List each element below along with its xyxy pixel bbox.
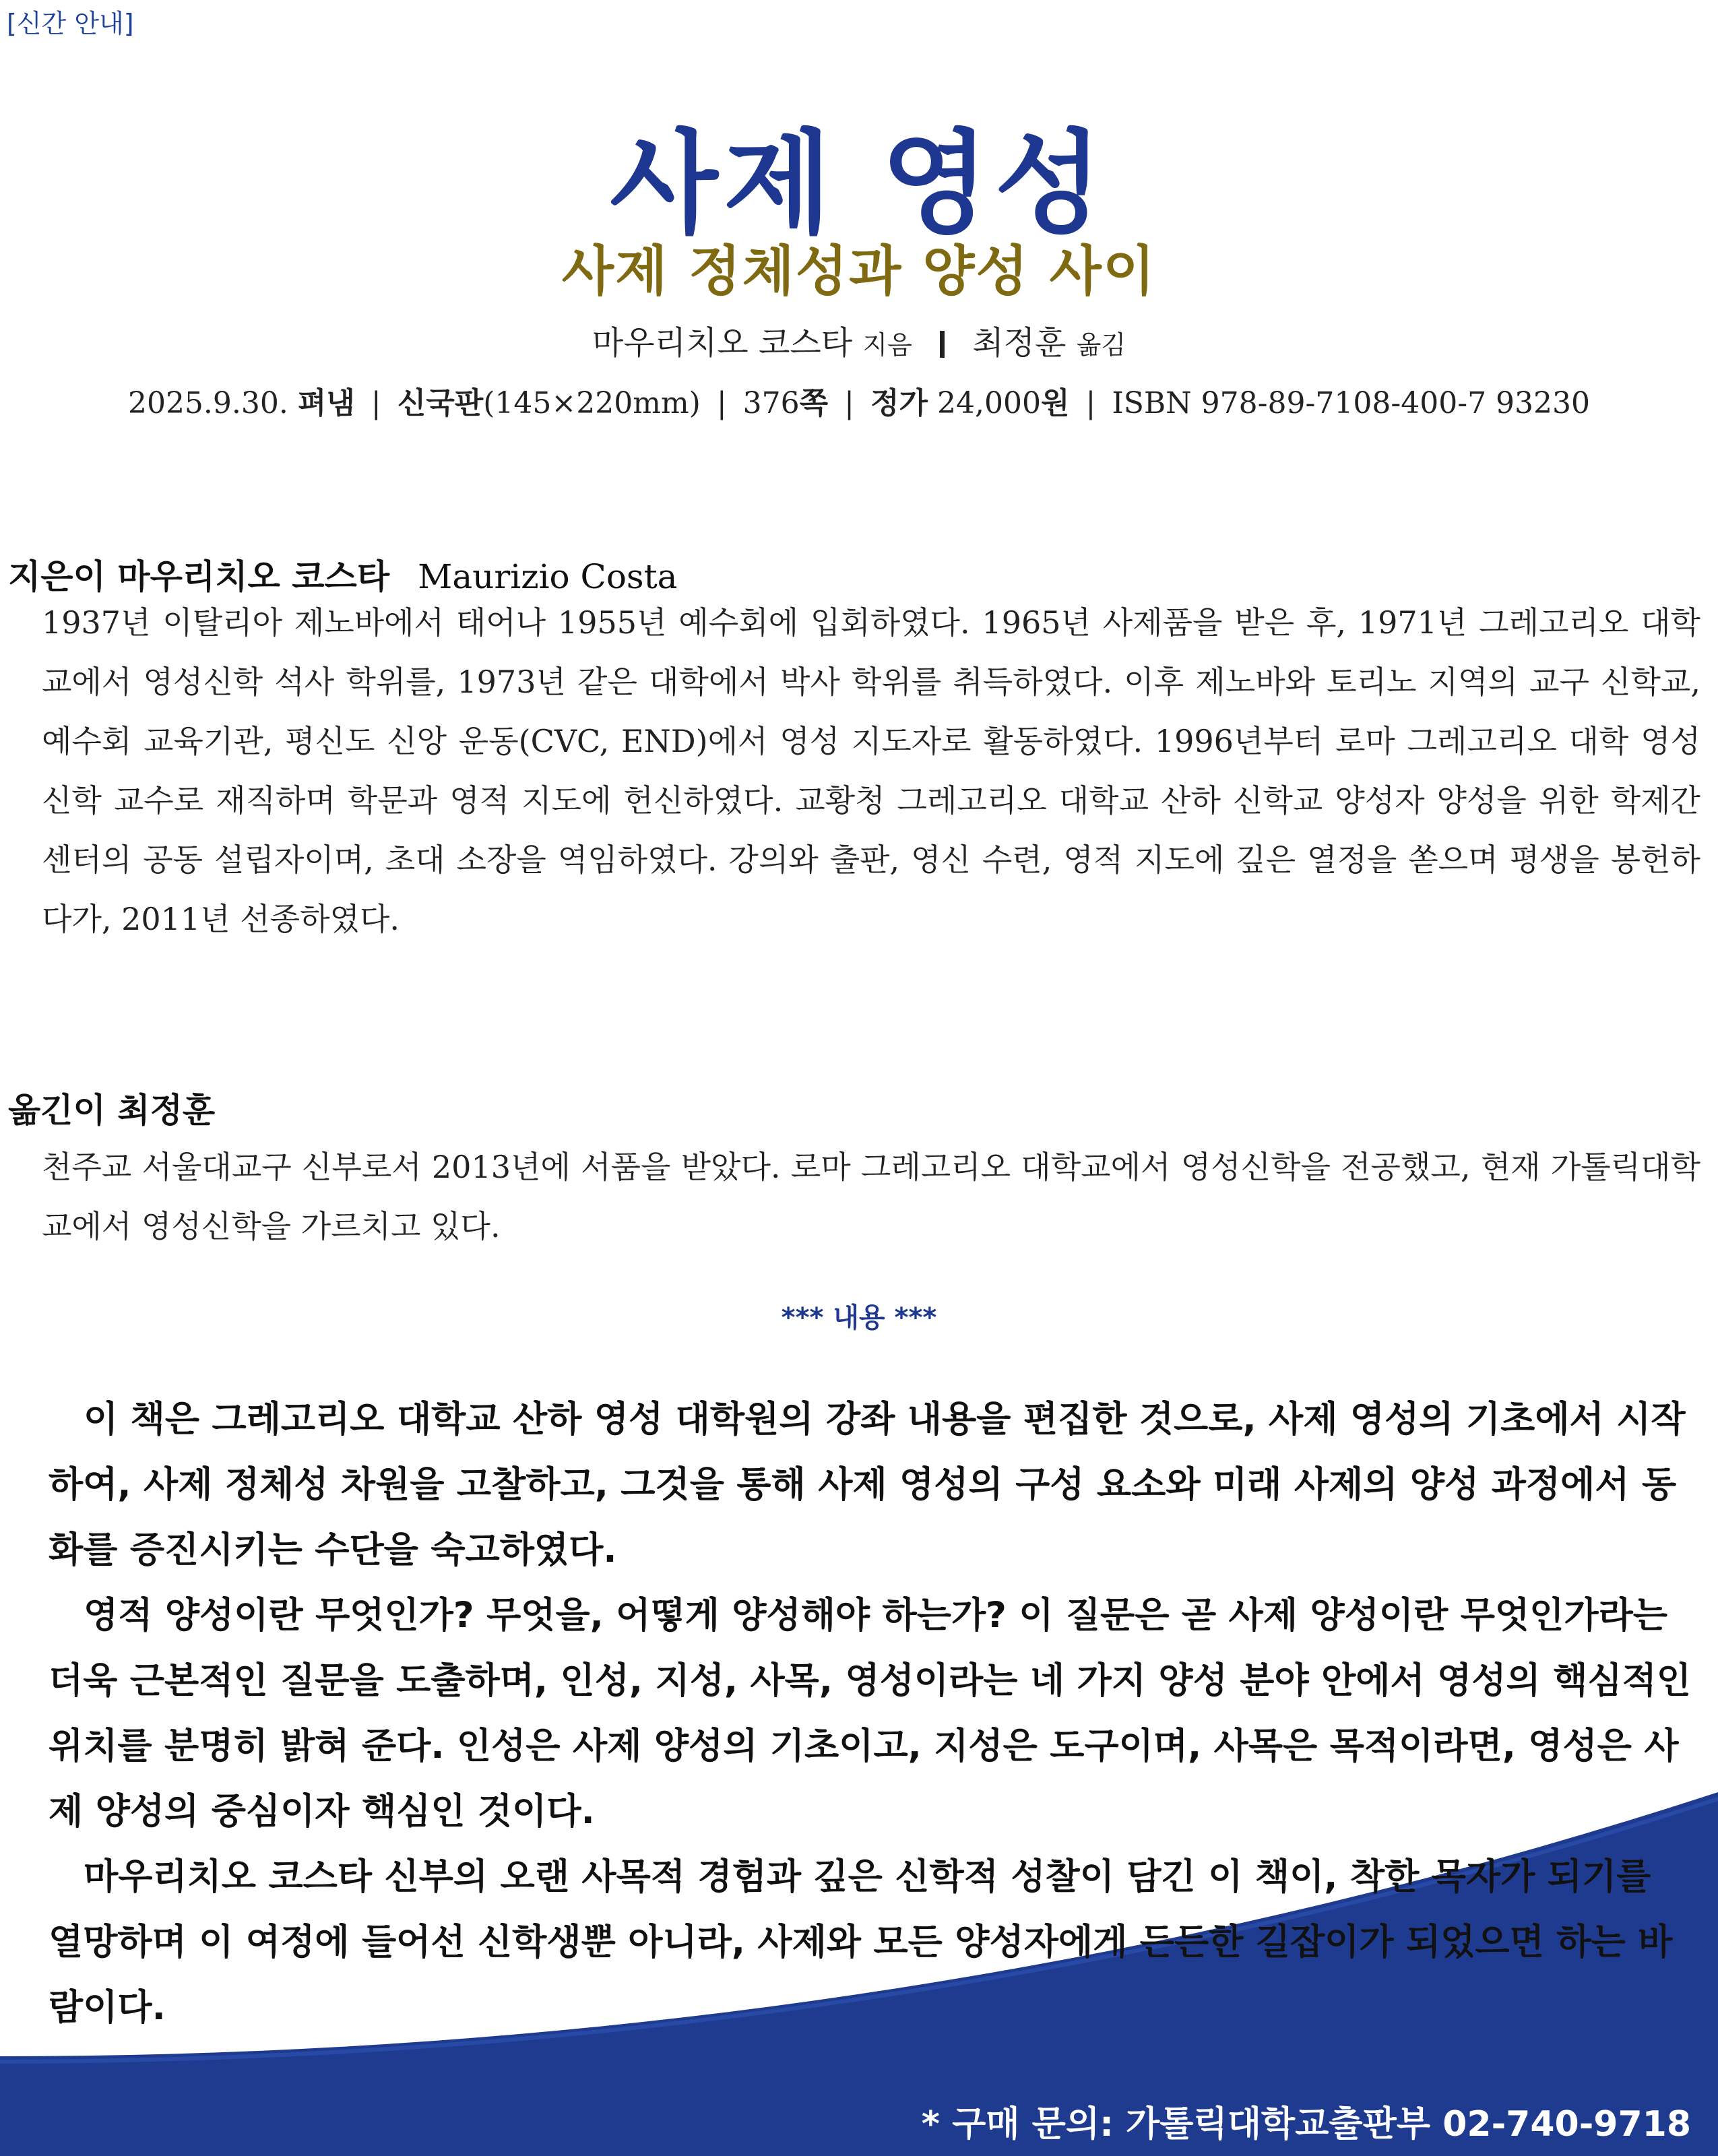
translator-heading: 옮긴이 최정훈: [8, 1091, 216, 1130]
byline-divider: [940, 331, 945, 358]
content-body: [49, 1387, 1692, 2040]
publication-info: 2025.9.30. 펴냄 | 신국판(145×220mm) | 376쪽 | 정가 24,000원 | ISBN 978-89-7108-400-7 93230: [127, 386, 1591, 420]
translator-bio: 천주교 서울대교구 신부로서 2013년에 서품을 받았다. 로마 그레고리오 대학교에서 영성신학을 전공했고, 현재 가톨릭대학교에서 영성신학을 가르치고 있다.: [42, 1149, 1700, 1244]
pub-date: 2025.9.30.: [127, 386, 288, 420]
translator-role: 옮김: [1076, 330, 1126, 360]
translator-name: 최정훈: [972, 324, 1067, 362]
content-paragraph: 마우리치오 코스타 신부의 오랜 사목적 경험과 깊은 신학적 성찰이 담긴 이 책이, 착한 목자가 되기를 열망하며 이 여정에 들어선 신학생뿐 아니라, 사제와 모든 양성자에게 든든한 길잡이가 되었으면 하는 바람이다.: [49, 1856, 1673, 2028]
book-title: 사제 영성: [610, 119, 1108, 249]
author-heading-latin: Maurizio Costa: [418, 557, 678, 596]
price-unit: 원: [1040, 386, 1070, 420]
content-paragraph: 이 책은 그레고리오 대학교 산하 영성 대학원의 강좌 내용을 편집한 것으로, 사제 영성의 기초에서 시작하여, 사제 정체성 차원을 고찰하고, 그것을 통해 사제 영성의 구성 요소와 미래 사제의 양성 과정에서 동화를 증진시키는 수단을 숙고하였다.: [49, 1399, 1686, 1571]
pub-date-label: 펴냄: [297, 386, 355, 420]
isbn: ISBN 978-89-7108-400-7 93230: [1112, 386, 1591, 420]
author-role: 지음: [862, 330, 912, 360]
author-heading-korean: 지은이 마우리치오 코스타: [8, 557, 390, 596]
content-heading: *** 내용 ***: [781, 1302, 937, 1333]
page-count-label: 쪽: [799, 386, 829, 420]
author-heading: [8, 550, 677, 598]
price-label: 정가: [870, 386, 928, 420]
byline: [0, 317, 1718, 363]
author-bio: 1937년 이탈리아 제노바에서 태어나 1955년 예수회에 입회하였다. 1965년 사제품을 받은 후, 1971년 그레고리오 대학교에서 영성신학 석사 학위를, 1973년 같은 대학에서 박사 학위를 취득하였다. 이후 제노바와 토리노 지역의 교구 신학교, 예수회 교육기관, 평신도 신앙 운동(CVC, END)에서 영성 지도자로 활동하였다. 1996년부터 로마 그레고리오 대학 영성 신학 교수로 재직하며 학문과 영적 지도에 헌신하였다. 교황청 그레고리오 대학교 산하 신학교 양성자 양성을 위한 학제간 센터의 공동 설립자이며, 초대 소장을 역임하였다. 강의와 출판, 영신 수련, 영적 지도에 깊은 열정을 쏟으며 평생을 봉헌하다가, 2011년 선종하였다.: [42, 604, 1700, 937]
content-paragraph: 영적 양성이란 무엇인가? 무엇을, 어떻게 양성해야 하는가? 이 질문은 곧 사제 양성이란 무엇인가라는 더욱 근본적인 질문을 도출하며, 인성, 지성, 사목, 영성이라는 네 가지 양성 분야 안에서 영성의 핵심적인 위치를 분명히 밝혀 준다. 인성은 사제 양성의 기초이고, 지성은 도구이며, 사목은 목적이라면, 영성은 사제 양성의 중심이자 핵심인 것이다.: [49, 1595, 1691, 1832]
purchase-contact: * 구매 문의: 가톨릭대학교출판부 02-740-9718: [921, 2104, 1691, 2145]
format-label: 신국판: [397, 386, 484, 420]
author-name: 마우리치오 코스타: [592, 324, 853, 362]
price-value: 24,000: [937, 386, 1041, 420]
book-subtitle: 사제 정체성과 양성 사이: [561, 240, 1157, 303]
new-book-tag: [신간 안내]: [7, 9, 134, 38]
format-size: (145×220mm): [483, 386, 701, 420]
page-count: 376: [742, 386, 800, 420]
